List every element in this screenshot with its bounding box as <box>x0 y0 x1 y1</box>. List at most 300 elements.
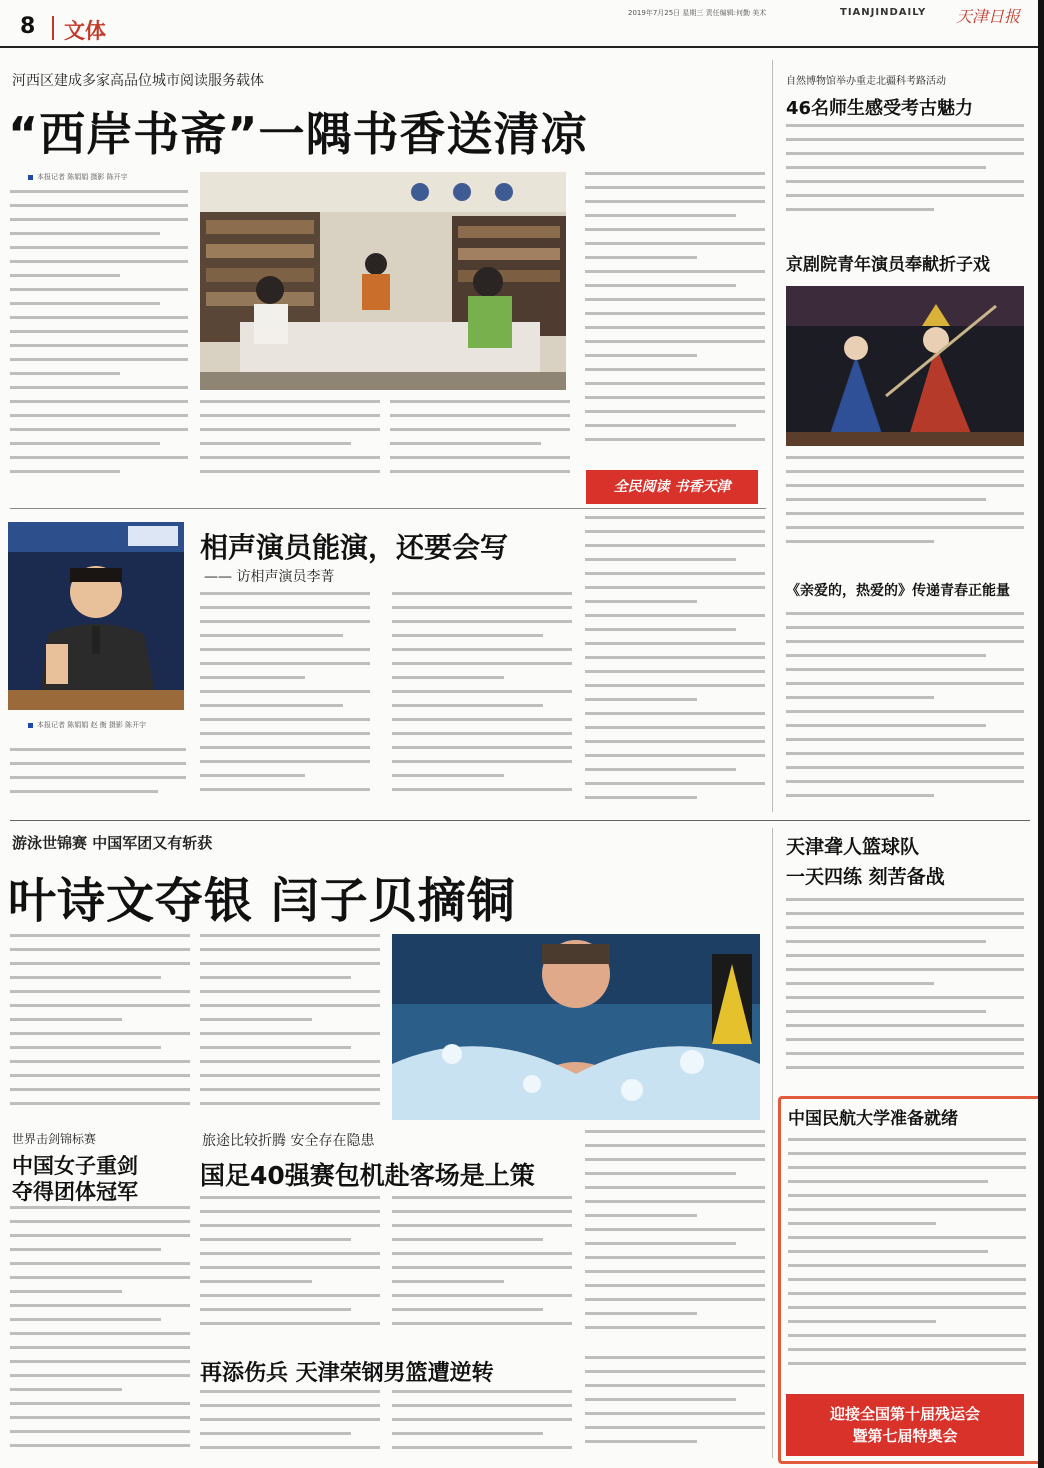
text-line <box>585 1398 736 1408</box>
text-line <box>10 1360 190 1370</box>
text-line <box>10 1220 190 1230</box>
text-line <box>786 940 986 950</box>
text-line <box>200 1266 380 1276</box>
text-line <box>10 274 120 284</box>
text-line <box>786 996 1024 1006</box>
text-line <box>786 612 1024 622</box>
text-line <box>200 1196 380 1206</box>
text-line <box>200 934 380 944</box>
text-line <box>788 1208 1026 1218</box>
crosstalk-headline: 相声演员能演，还要会写 <box>200 531 509 564</box>
text-line <box>585 424 736 434</box>
text-line <box>392 746 572 756</box>
text-line <box>10 1102 190 1112</box>
lead-headline: “西岸书斋”一隅书香送清凉 <box>8 107 588 161</box>
text-line <box>10 762 186 772</box>
text-line <box>585 1326 765 1336</box>
text-line <box>392 1418 572 1428</box>
text-line <box>10 204 188 214</box>
text-line <box>200 732 370 742</box>
text-line <box>786 470 1024 480</box>
text-line <box>10 288 188 298</box>
text-line <box>786 682 1024 692</box>
text-line <box>585 1256 765 1266</box>
text-line <box>585 628 736 638</box>
games-banner-line1: 迎接全国第十届残运会 <box>829 1405 980 1423</box>
text-line <box>585 1144 765 1154</box>
lead-byline-text: 本报记者 陈娟娟 摄影 陈开宇 <box>37 173 128 181</box>
text-line <box>392 704 543 714</box>
lead-text-col-2 <box>200 400 380 496</box>
text-line <box>392 676 504 686</box>
text-line <box>200 788 370 798</box>
text-line <box>200 1418 380 1428</box>
text-line <box>786 696 934 706</box>
text-line <box>10 790 158 800</box>
text-line <box>200 746 370 756</box>
text-line <box>585 768 736 778</box>
text-line <box>10 218 188 228</box>
basketball-headline: 再添伤兵 天津荣钢男篮遭逆转 <box>200 1361 494 1386</box>
text-line <box>390 400 570 410</box>
text-line <box>786 194 1024 204</box>
text-line <box>786 124 1024 134</box>
sidebar-rule <box>772 60 773 812</box>
swimmer-photo <box>392 934 760 1120</box>
text-line <box>585 242 765 252</box>
text-line <box>585 1172 736 1182</box>
text-line <box>585 1356 765 1366</box>
text-line <box>786 668 1024 678</box>
games-banner-line2: 暨第七届特奥会 <box>852 1427 958 1445</box>
text-line <box>10 1206 190 1216</box>
text-line <box>10 948 190 958</box>
text-line <box>786 968 1024 978</box>
sidebar-item4-headline-line2: 一天四练 刻苦备战 <box>786 866 945 888</box>
text-line <box>200 634 343 644</box>
text-line <box>585 1284 765 1294</box>
text-line <box>10 246 188 256</box>
text-line <box>10 1304 190 1314</box>
crosstalk-text-col-1 <box>10 748 186 810</box>
text-line <box>200 414 380 424</box>
text-line <box>200 1102 380 1112</box>
opera-photo <box>786 286 1024 446</box>
text-line <box>786 456 1024 466</box>
text-line <box>200 676 305 686</box>
text-line <box>200 774 305 784</box>
text-line <box>788 1138 1026 1148</box>
text-line <box>788 1236 1026 1246</box>
text-line <box>390 414 570 424</box>
text-line <box>200 662 370 672</box>
text-line <box>200 760 370 770</box>
fencing-headline-line2: 夺得团体冠军 <box>12 1180 138 1204</box>
text-line <box>786 1024 1024 1034</box>
text-line <box>10 302 160 312</box>
text-line <box>786 526 1024 536</box>
text-line <box>200 648 370 658</box>
sidebar-rule <box>772 828 773 1458</box>
text-line <box>788 1152 1026 1162</box>
lead-kicker: 河西区建成多家高品位城市阅读服务载体 <box>12 73 264 89</box>
text-line <box>585 1312 697 1322</box>
text-line <box>585 796 697 806</box>
brand-english: TIANJINDAILY <box>840 7 927 18</box>
text-line <box>10 1402 190 1412</box>
text-line <box>788 1194 1026 1204</box>
text-line <box>10 344 188 354</box>
sidebar-item2-text <box>786 456 1024 556</box>
text-line <box>585 684 765 694</box>
text-line <box>200 690 370 700</box>
brand-logo: 天津日报 <box>956 7 1021 26</box>
text-line <box>786 208 934 218</box>
text-line <box>585 642 765 652</box>
sidebar-item4-text <box>786 898 1024 1088</box>
text-line <box>200 1308 351 1318</box>
text-line <box>200 620 370 630</box>
text-line <box>585 740 765 750</box>
text-line <box>786 912 1024 922</box>
sidebar-item1-kicker: 自然博物馆举办重走北疆科考路活动 <box>786 76 946 87</box>
text-line <box>10 1248 161 1258</box>
text-line <box>585 1186 765 1196</box>
swim-kicker: 游泳世锦赛 中国军团又有斩获 <box>12 834 213 852</box>
text-line <box>788 1250 988 1260</box>
text-line <box>200 1280 312 1290</box>
actor-photo <box>8 522 184 710</box>
text-line <box>200 470 380 480</box>
masthead-divider <box>52 16 54 40</box>
text-line <box>585 1200 765 1210</box>
text-line <box>585 656 765 666</box>
text-line <box>390 470 570 480</box>
text-line <box>200 1088 380 1098</box>
text-line <box>200 718 370 728</box>
text-line <box>200 962 380 972</box>
crosstalk-subhead: —— 访相声演员李菁 <box>204 569 335 585</box>
text-line <box>392 788 572 798</box>
text-line <box>788 1222 936 1232</box>
section-rule <box>10 508 766 509</box>
text-line <box>10 1430 190 1440</box>
text-line <box>585 368 765 378</box>
fencing-headline-line1: 中国女子重剑 <box>12 1154 138 1178</box>
text-line <box>786 180 1024 190</box>
reading-campaign-banner: 全民阅读 书香天津 <box>586 470 758 504</box>
text-line <box>10 1234 190 1244</box>
text-line <box>10 1416 190 1426</box>
text-line <box>585 1130 765 1140</box>
text-line <box>10 386 188 396</box>
page-number: 8 <box>20 14 36 39</box>
text-line <box>786 738 1024 748</box>
text-line <box>786 640 1024 650</box>
sidebar-item3-headline: 《亲爱的，热爱的》传递青春正能量 <box>786 583 1010 599</box>
date-line: 2019年7月25日 星期三 责任编辑:何勤 美术 <box>628 9 767 17</box>
text-line <box>200 1294 380 1304</box>
text-line <box>585 200 765 210</box>
text-line <box>585 1298 765 1308</box>
text-line <box>10 1004 190 1014</box>
text-line <box>585 600 697 610</box>
text-line <box>390 428 570 438</box>
text-line <box>585 1426 765 1436</box>
text-line <box>585 712 765 722</box>
text-line <box>200 1074 380 1084</box>
lead-byline <box>28 172 128 182</box>
text-line <box>788 1166 1026 1176</box>
text-line <box>200 1446 380 1456</box>
text-line <box>585 340 765 350</box>
text-line <box>200 1046 351 1056</box>
bullet-icon <box>28 175 33 180</box>
text-line <box>786 512 1024 522</box>
text-line <box>392 1196 572 1206</box>
text-line <box>10 372 120 382</box>
text-line <box>10 1290 122 1300</box>
text-line <box>392 774 504 784</box>
text-line <box>10 316 188 326</box>
text-line <box>786 766 1024 776</box>
text-line <box>10 962 190 972</box>
sidebar-item4-headline-line1: 天津聋人篮球队 <box>786 836 920 858</box>
text-line <box>585 396 765 406</box>
text-line <box>585 298 765 308</box>
text-line <box>786 1038 1024 1048</box>
text-line <box>786 152 1024 162</box>
crosstalk-byline-text: 本报记者 陈娟娟 赵 衡 摄影 陈开宇 <box>37 721 147 729</box>
masthead <box>0 0 1038 48</box>
fencing-text-col <box>10 1206 190 1460</box>
text-line <box>786 898 1024 908</box>
games-banner <box>786 1394 1024 1456</box>
text-line <box>392 1390 572 1400</box>
text-line <box>788 1180 988 1190</box>
text-line <box>585 270 765 280</box>
text-line <box>585 256 697 266</box>
text-line <box>200 1432 351 1442</box>
sidebar-item2-headline: 京剧院青年演员奉献折子戏 <box>786 255 990 275</box>
text-line <box>788 1278 1026 1288</box>
text-line <box>10 990 190 1000</box>
text-line <box>585 172 765 182</box>
text-line <box>585 572 765 582</box>
text-line <box>10 1346 190 1356</box>
text-line <box>585 410 765 420</box>
text-line <box>585 326 765 336</box>
text-line <box>585 382 765 392</box>
text-line <box>10 190 188 200</box>
text-line <box>392 1238 543 1248</box>
library-photo <box>200 172 566 390</box>
text-line <box>585 726 765 736</box>
text-line <box>10 400 188 410</box>
section-rule <box>10 820 1030 821</box>
lead-text-col-4 <box>585 172 765 452</box>
text-line <box>392 1404 572 1414</box>
text-line <box>200 428 380 438</box>
text-line <box>786 780 1024 790</box>
text-line <box>392 1252 572 1262</box>
text-line <box>200 704 343 714</box>
text-line <box>786 794 934 804</box>
text-line <box>10 232 160 242</box>
text-line <box>10 414 188 424</box>
text-line <box>786 752 1024 762</box>
text-line <box>200 1060 380 1070</box>
fencing-kicker: 世界击剑锦标赛 <box>12 1132 97 1146</box>
text-line <box>392 662 572 672</box>
text-line <box>585 1242 736 1252</box>
text-line <box>10 456 188 466</box>
text-line <box>200 1238 351 1248</box>
text-line <box>200 1224 380 1234</box>
text-line <box>390 456 570 466</box>
text-line <box>788 1264 1026 1274</box>
text-line <box>10 470 120 480</box>
text-line <box>786 926 1024 936</box>
text-line <box>392 634 543 644</box>
text-line <box>585 1440 697 1450</box>
text-line <box>10 1032 190 1042</box>
text-line <box>10 748 186 758</box>
text-line <box>392 690 572 700</box>
page-edge <box>1038 0 1044 1468</box>
text-line <box>200 1322 380 1332</box>
text-line <box>585 558 736 568</box>
text-line <box>392 1432 543 1442</box>
text-line <box>585 698 697 708</box>
basketball-text-col-3 <box>585 1356 765 1460</box>
sidebar-item1-headline: 46名师生感受考古魅力 <box>786 98 974 119</box>
text-line <box>200 606 370 616</box>
lead-text-col-3 <box>390 400 570 496</box>
text-line <box>10 1318 161 1328</box>
text-line <box>585 312 765 322</box>
football-text-col-2 <box>392 1196 572 1342</box>
text-line <box>585 670 765 680</box>
text-line <box>200 1004 380 1014</box>
text-line <box>585 1412 765 1422</box>
text-line <box>200 456 380 466</box>
text-line <box>788 1306 1026 1316</box>
text-line <box>200 1210 380 1220</box>
text-line <box>10 976 161 986</box>
text-line <box>10 1060 190 1070</box>
text-line <box>10 1276 190 1286</box>
football-text-col-1 <box>200 1196 380 1342</box>
text-line <box>786 710 1024 720</box>
text-line <box>788 1320 936 1330</box>
section-name: 文体 <box>64 19 106 43</box>
text-line <box>786 540 934 550</box>
basketball-text-col-2 <box>392 1390 572 1460</box>
text-line <box>788 1348 1026 1358</box>
text-line <box>585 214 736 224</box>
text-line <box>10 260 188 270</box>
football-kicker: 旅途比较折腾 安全存在隐患 <box>202 1133 375 1149</box>
text-line <box>585 530 765 540</box>
text-line <box>200 1404 380 1414</box>
sidebar-item1-text <box>786 124 1024 228</box>
text-line <box>392 732 572 742</box>
text-line <box>10 1046 161 1056</box>
text-line <box>585 1370 765 1380</box>
text-line <box>10 442 160 452</box>
text-line <box>585 1384 765 1394</box>
text-line <box>786 954 1024 964</box>
football-headline: 国足40强赛包机赴客场是上策 <box>200 1161 535 1190</box>
text-line <box>390 442 541 452</box>
football-text-col-3 <box>585 1130 765 1342</box>
text-line <box>200 1252 380 1262</box>
text-line <box>585 1214 697 1224</box>
text-line <box>786 724 986 734</box>
crosstalk-text-col-2 <box>200 592 370 810</box>
text-line <box>585 1228 765 1238</box>
text-line <box>10 1444 190 1454</box>
text-line <box>585 186 765 196</box>
text-line <box>392 592 572 602</box>
swim-headline: 叶诗文夺银 闫子贝摘铜 <box>8 873 516 929</box>
text-line <box>10 330 188 340</box>
text-line <box>585 754 765 764</box>
text-line <box>585 782 765 792</box>
text-line <box>392 1210 572 1220</box>
crosstalk-byline <box>28 720 146 730</box>
text-line <box>788 1362 1026 1372</box>
text-line <box>585 284 736 294</box>
text-line <box>585 438 765 448</box>
text-line <box>392 1446 572 1456</box>
sidebar-item5-text <box>788 1138 1026 1384</box>
text-line <box>585 586 765 596</box>
text-line <box>200 1390 380 1400</box>
text-line <box>10 934 190 944</box>
bullet-icon <box>28 723 33 728</box>
text-line <box>788 1292 1026 1302</box>
text-line <box>200 948 380 958</box>
text-line <box>200 1018 312 1028</box>
text-line <box>392 1224 572 1234</box>
text-line <box>10 1088 190 1098</box>
sidebar-item5-headline: 中国民航大学准备就绪 <box>788 1109 958 1129</box>
text-line <box>585 516 765 526</box>
text-line <box>200 592 370 602</box>
swim-text-col-1 <box>10 934 190 1120</box>
text-line <box>10 1018 122 1028</box>
text-line <box>10 776 186 786</box>
text-line <box>200 442 351 452</box>
text-line <box>585 544 765 554</box>
text-line <box>10 428 188 438</box>
text-line <box>392 620 572 630</box>
text-line <box>10 1262 190 1272</box>
text-line <box>786 498 986 508</box>
text-line <box>200 400 380 410</box>
text-line <box>392 1308 543 1318</box>
text-line <box>585 1158 765 1168</box>
text-line <box>10 358 188 368</box>
text-line <box>786 982 934 992</box>
text-line <box>786 138 1024 148</box>
text-line <box>200 990 380 1000</box>
text-line <box>786 654 986 664</box>
text-line <box>585 228 765 238</box>
text-line <box>200 976 351 986</box>
